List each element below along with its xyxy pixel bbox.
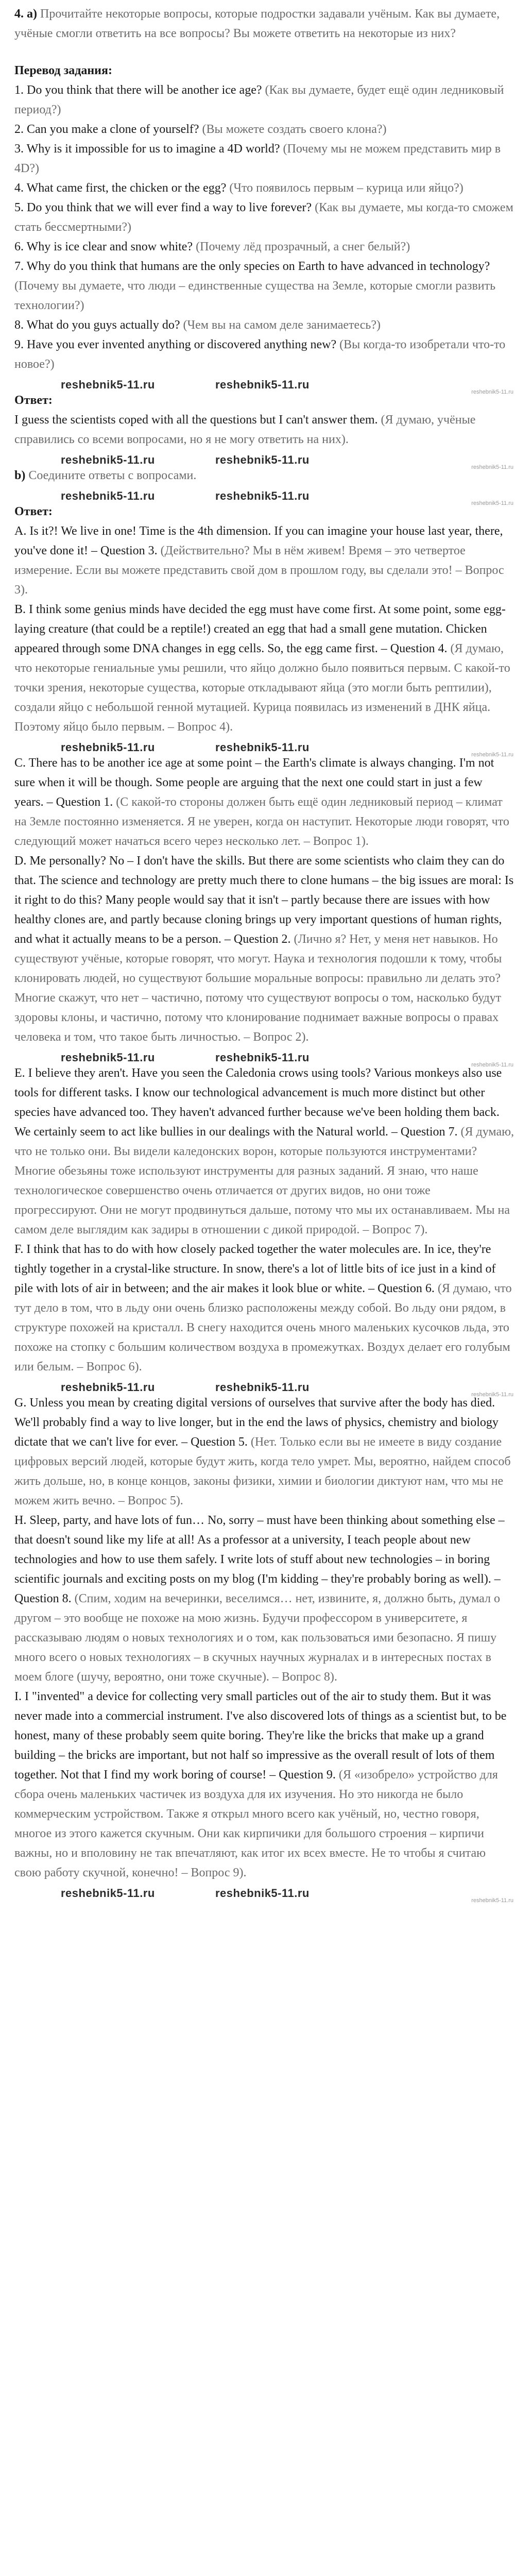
watermark-small: reshebnik5-11.ru <box>471 1897 513 1904</box>
watermark: reshebnik5-11.ru <box>61 741 155 754</box>
watermark: reshebnik5-11.ru <box>215 1887 310 1900</box>
answer-label: Ответ: <box>14 394 53 407</box>
answer-ru: (Спим, ходим на вечеринки, веселимся… нет, извините, я, должно быть, думал о другом – это вообще не похоже на мою жизнь. Будучи профессором в университете, я рассказываю людям о новых технологиях и о том, как пользоваться ими безопасно. Я пишу много всего о новых технологиях – в скучных научных журналах и в интересных постах в моем блоге (шучу, вероятно, они тоже скучные). – Вопрос 8). <box>14 1592 500 1684</box>
question-ru: (Вы можете создать своего клона?) <box>202 123 387 136</box>
question-ru: (Как вы думаете, будет ещё один ледниковый период?) <box>14 83 504 116</box>
answer-item <box>14 1393 514 1511</box>
answer-en: A. Is it?! We live in one! Time is the 4th dimension. If you can imagine your house last year, there, you've done it! – Question 3. <box>14 524 503 557</box>
question-item <box>14 198 514 237</box>
answer-ru: (Действительно? Мы в нём живем! Время – это четвертое измерение. Если вы можете представить свой дом в прошлом году, вы сделали это! – Вопрос 3). <box>14 544 504 597</box>
answer-en: B. I think some genius minds have decided the egg must have come first. At some point, some egg-laying creature (that could be a reptile!) created an egg that had a small gene mutation. Chicken appeared through some DNA changes in egg cells. So, the egg came first. – Question 4. <box>14 603 506 655</box>
watermark: reshebnik5-11.ru <box>215 1051 310 1064</box>
watermark-row <box>14 1884 514 1904</box>
task-a <box>14 4 514 43</box>
watermark: reshebnik5-11.ru <box>215 1381 310 1394</box>
question-en: 4. What came first, the chicken or the egg? <box>14 181 227 195</box>
question-item <box>14 335 514 374</box>
task-b-label: b) <box>14 469 26 482</box>
watermark: reshebnik5-11.ru <box>215 453 310 466</box>
question-ru: (Почему вы думаете, что люди – единственные существа на Земле, которые смогли развить технологии?) <box>14 279 496 312</box>
watermark: reshebnik5-11.ru <box>61 489 155 502</box>
question-en: 5. Do you think that we will ever find a way to live forever? <box>14 201 312 214</box>
watermark-row <box>14 486 514 506</box>
translation-heading: Перевод задания: <box>14 64 112 77</box>
question-ru: (Вы когда-то изобретали что-то новое?) <box>14 338 506 371</box>
answer-en: D. Me personally? No – I don't have the skills. But there are some scientists who claim they can do that. The science and technology are pretty much there to clone humans – the big issues are moral: Is it right to do this? Many people would say that it isn't – partly because there are issues with how healthy clones are, and partly because cloning brings up very important questions of human rights, and what it actually means to be a person. – Question 2. <box>14 854 514 946</box>
answer-a <box>14 410 514 449</box>
answer-en: C. There has to be another ice age at some point – the Earth's climate is always changing. I'm not sure when it will be though. Some people are arguing that the next one could start in just a few years. – Question 1. <box>14 756 494 809</box>
answer-item <box>14 521 514 600</box>
answer-ru: (Я думаю, что не только они. Вы видели каледонских ворон, которые пользуются инструментами? Многие обезьяны тоже используют инструменты для разных заданий. Я знаю, что наше технологическое совершенство очень отличается от других видов, но они тоже прогрессируют. Они не могут продвинуться дальше, потому что мы их останавливаем. Мы на самом деле выглядим как задиры в отношении с дикой природой. – Вопрос 7). <box>14 1125 514 1236</box>
watermark-row <box>14 450 514 470</box>
answer-ru: (Я думаю, что некоторые гениальные умы решили, что яйцо должно было появиться первым. С какой-то точки зрения, некоторые существа, которые откладывают яйца (это могли быть рептилии), создали яйцо с небольшой генной мутацией. Курица появилась из изменений в ДНК яйца. Поэтому яйцо было первым. – Вопрос 4). <box>14 642 510 734</box>
question-item <box>14 139 514 178</box>
question-item <box>14 237 514 257</box>
question-en: 6. Why is ice clear and snow white? <box>14 240 193 253</box>
question-ru: (Почему мы не можем представить мир в 4D?) <box>14 142 501 175</box>
answer-label: Ответ: <box>14 505 53 518</box>
watermark-small: reshebnik5-11.ru <box>471 1062 513 1068</box>
watermark: reshebnik5-11.ru <box>61 453 155 466</box>
answer-item <box>14 753 514 851</box>
watermark-small: reshebnik5-11.ru <box>471 1392 513 1398</box>
question-item <box>14 315 514 335</box>
answer-en: I. I "invented" a device for collecting very small particles out of the air to study them. But it was never made into a commercial instrument. I've also discovered lots of things as a scientist but, to be honest, many of these probably seem quite boring. They're like the bricks that make up a grand building – the bricks are important, but not half so impressive as the overall result of lots of them together. Not that I find my work boring of course! – Question 9. <box>14 1690 507 1782</box>
question-en: 3. Why is it impossible for us to imagine a 4D world? <box>14 142 280 156</box>
answer-item <box>14 1240 514 1377</box>
answer-en: H. Sleep, party, and have lots of fun… No, sorry – must have been thinking about something else – that doesn't sound like my life at all! As a professor at a university, I teach people about new technologies and how to use them safely. I write lots of stuff about new technologies – in boring scientific journals and exciting posts on my blog (I'm kidding – they're probably boring as well). – Question 8. <box>14 1514 505 1605</box>
answer-en: E. I believe they aren't. Have you seen the Caledonia crows using tools? Various monkeys also use tools for different tasks. I know our technological advancement is much more distinct but other species have advanced too. They haven't advanced further because we've been holding them back. We certainly seem to act like bullies in our dealings with the Natural world. – Question 7. <box>14 1066 502 1139</box>
watermark-small: reshebnik5-11.ru <box>471 464 513 470</box>
answer-en: F. I think that has to do with how closely packed together the water molecules are. In ice, they're tightly together in a crystal-like structure. In snow, there's a lot of little bits of ice just in a kind of pile with lots of air in between; and the air makes it look blue or white. – Question 6. <box>14 1243 496 1295</box>
question-ru: (Что появилось первым – курица или яйцо?) <box>229 181 464 195</box>
question-item <box>14 80 514 120</box>
watermark: reshebnik5-11.ru <box>61 1051 155 1064</box>
question-item <box>14 178 514 198</box>
watermark-row <box>14 1378 514 1398</box>
watermark-small: reshebnik5-11.ru <box>471 752 513 758</box>
watermark-row <box>14 738 514 758</box>
answers-list <box>14 521 514 1904</box>
question-ru: (Почему лёд прозрачный, а снег белый?) <box>196 240 410 253</box>
answer-item <box>14 1511 514 1687</box>
watermark: reshebnik5-11.ru <box>61 1381 155 1394</box>
answer-ru: (Я думаю, что тут дело в том, что в льду они очень близко расположены между собой. Во льду они рядом, в структуре похожей на кристалл. В снегу находится очень много маленьких кусочков льда, это похоже на стопку с большим количеством воздуха в промежутках. Воздух делает его голубым или белым. – Вопрос 6). <box>14 1282 512 1374</box>
answer-item <box>14 851 514 1047</box>
answer-ru: (Нет. Только если вы не имеете в виду создание цифровых версий людей, которые будут жить, когда тело умрет. Мы, вероятно, найдем способ жить дольше, но, в конце концов, законы физики, химии и биологии диктуют нам, что мы не можем жить вечно. – Вопрос 5). <box>14 1435 511 1507</box>
question-item <box>14 120 514 139</box>
task-a-text: Прочитайте некоторые вопросы, которые подростки задавали учёным. Как вы думаете, учёные смогли ответить на все вопросы? Вы можете ответить на некоторые из них? <box>14 7 500 40</box>
answer-item <box>14 1063 514 1240</box>
question-en: 7. Why do you think that humans are the only species on Earth to have advanced in technology? <box>14 260 490 273</box>
spacer <box>14 43 514 61</box>
question-en: 2. Can you make a clone of yourself? <box>14 123 199 136</box>
answer-a-ru: (Я думаю, учёные справились со всеми вопросами, но я не могу ответить на них). <box>14 413 476 446</box>
question-en: 9. Have you ever invented anything or discovered anything new? <box>14 338 337 351</box>
answer-item <box>14 600 514 737</box>
watermark-row <box>14 375 514 395</box>
watermark: reshebnik5-11.ru <box>215 489 310 502</box>
watermark: reshebnik5-11.ru <box>215 378 310 391</box>
watermark: reshebnik5-11.ru <box>61 378 155 391</box>
question-item <box>14 257 514 315</box>
answer-ru: (Лично я? Нет, у меня нет навыков. Но существуют учёные, которые говорят, что могут. Наука и технология подошли к тому, чтобы клонировать людей, но существуют большие моральные вопросы: правильно ли делать это? Многие скажут, что нет – частично, потому что существуют вопросы о том, насколько будут здоровы клоны, и частично, потому что клонирование поднимает важные вопросы о правах человека и том, что такое быть личностью. – Вопрос 2). <box>14 933 502 1044</box>
answer-a-en: I guess the scientists coped with all the questions but I can't answer them. <box>14 413 378 427</box>
question-ru: (Как вы думаете, мы когда-то сможем стать бессмертными?) <box>14 201 513 234</box>
question-en: 1. Do you think that there will be another ice age? <box>14 83 262 97</box>
task-b-text: Соедините ответы с вопросами. <box>28 469 197 482</box>
answer-item <box>14 1687 514 1883</box>
answer-ru: (С какой-то стороны должен быть ещё один ледниковый период – климат на Земле постоянно изменяется. Я не уверен, когда он наступит. Некоторые люди говорят, что следующий может начаться всего через несколько лет. – Вопрос 1). <box>14 795 509 848</box>
watermark: reshebnik5-11.ru <box>61 1887 155 1900</box>
answer-en: G. Unless you mean by creating digital versions of ourselves that survive after the body has died. We'll probably find a way to live longer, but in the end the laws of physics, chemistry and biology dictate that we can't live for ever. – Question 5. <box>14 1396 499 1449</box>
watermark: reshebnik5-11.ru <box>215 741 310 754</box>
watermark-row <box>14 1048 514 1068</box>
task-a-label: 4. а) <box>14 7 37 21</box>
questions-list <box>14 80 514 374</box>
watermark-small: reshebnik5-11.ru <box>471 500 513 506</box>
question-en: 8. What do you guys actually do? <box>14 318 180 332</box>
question-ru: (Чем вы на самом деле занимаетесь?) <box>183 318 381 332</box>
answer-ru: (Я «изобрело» устройство для сбора очень маленьких частичек из воздуха для их изучения. Но это никогда не было коммерческим устройством. Также я открыл много всего как учёный, но, честно говоря, многое из этого кажется скучным. Они как кирпичики для большого строения – кирпичи важны, но и вполовину не так впечатляют, как итог их всех вместе. Не то чтобы я считаю свою работу скучной, конечно! – Вопрос 9). <box>14 1768 498 1879</box>
watermark-small: reshebnik5-11.ru <box>471 389 513 395</box>
